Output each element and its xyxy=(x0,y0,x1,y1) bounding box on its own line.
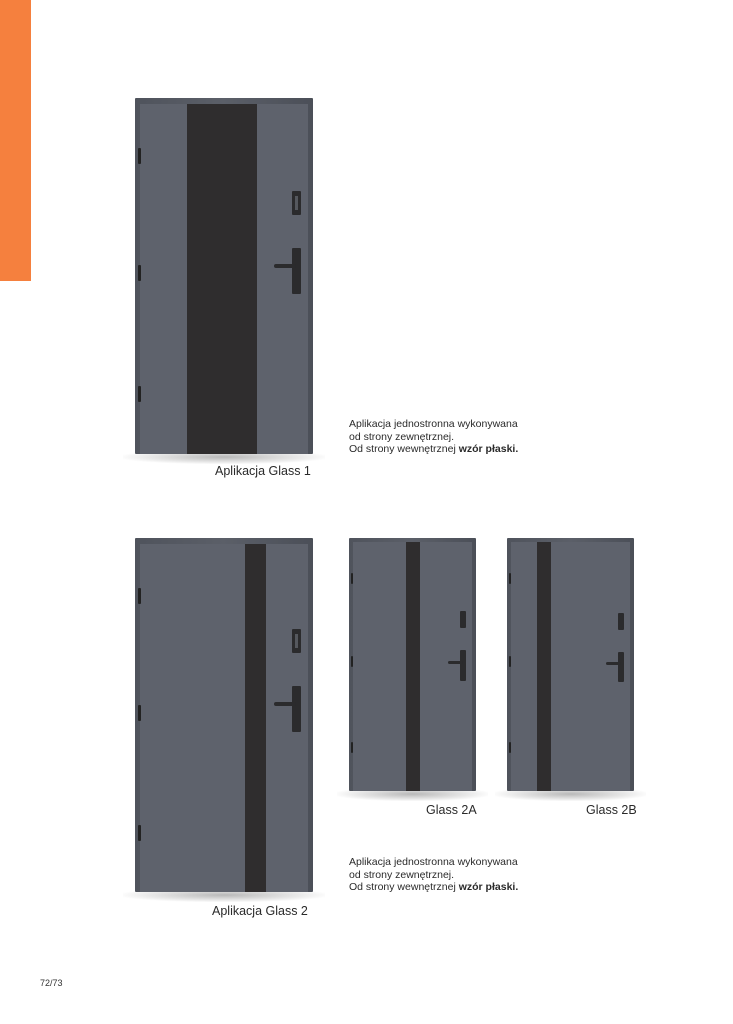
hinge xyxy=(138,825,141,841)
door-glass-2a-image xyxy=(349,538,476,791)
description-line: od strony zewnętrznej. xyxy=(349,868,455,881)
hinge xyxy=(138,148,141,164)
door-glass-2b-image xyxy=(507,538,634,791)
caption-glass-2: Aplikacja Glass 2 xyxy=(212,904,308,918)
handle-plate xyxy=(618,652,624,682)
page-number: 72/73 xyxy=(40,978,63,988)
lock-slot xyxy=(295,634,298,648)
glass-stripe xyxy=(187,104,257,454)
door-panel xyxy=(511,542,630,791)
door-handle xyxy=(448,661,463,664)
description-text: Od strony wewnętrznej xyxy=(349,443,459,455)
door-panel xyxy=(140,544,308,892)
description-line: od strony zewnętrznej. xyxy=(349,430,455,443)
lock-slot xyxy=(295,196,298,210)
handle-plate xyxy=(292,248,301,294)
hinge xyxy=(509,742,511,753)
hinge xyxy=(138,588,141,604)
caption-glass-2b: Glass 2B xyxy=(586,803,637,817)
glass-stripe xyxy=(406,542,420,791)
door-glass-2-image xyxy=(135,538,313,892)
door-handle xyxy=(274,702,296,706)
hinge xyxy=(351,742,353,753)
hinge xyxy=(138,265,141,281)
hinge xyxy=(138,705,141,721)
hinge xyxy=(138,386,141,402)
hinge xyxy=(351,656,353,667)
section-accent-tab xyxy=(0,0,31,281)
hinge xyxy=(509,573,511,584)
lock-cylinder xyxy=(460,611,466,628)
glass-stripe xyxy=(537,542,551,791)
description-1 xyxy=(349,418,518,456)
lock-cylinder xyxy=(618,613,624,630)
description-line: Aplikacja jednostronna wykonywana xyxy=(349,418,518,430)
door-glass-1-image xyxy=(135,98,313,454)
glass-stripe xyxy=(245,544,266,892)
handle-plate xyxy=(460,650,466,681)
hinge xyxy=(509,656,511,667)
hinge xyxy=(351,573,353,584)
caption-glass-1: Aplikacja Glass 1 xyxy=(215,464,311,478)
description-text: Od strony wewnętrznej xyxy=(349,881,459,893)
handle-plate xyxy=(292,686,301,732)
caption-glass-2a: Glass 2A xyxy=(426,803,477,817)
description-line xyxy=(349,443,518,456)
description-bold: wzór płaski. xyxy=(458,443,519,455)
description-line: Aplikacja jednostronna wykonywana xyxy=(349,856,518,868)
door-handle xyxy=(606,662,621,665)
door-handle xyxy=(274,264,296,268)
description-bold: wzór płaski. xyxy=(458,881,519,893)
description-line xyxy=(349,881,518,894)
description-2 xyxy=(349,856,518,894)
